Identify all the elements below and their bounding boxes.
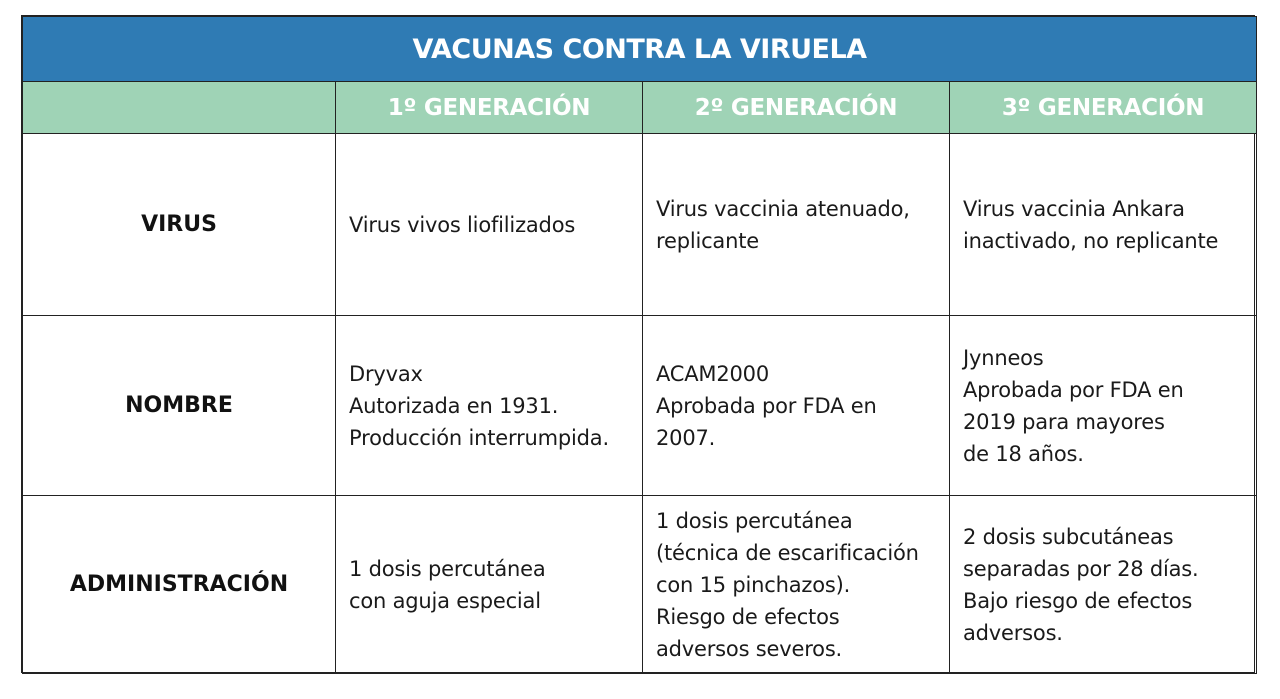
vaccine-table (21, 15, 1255, 673)
cell-administracion-gen3: 2 dosis subcutáneas separadas por 28 días. Bajo riesgo de efectos adversos. (950, 496, 1257, 674)
row-label-nombre: NOMBRE (23, 316, 336, 496)
vaccine-comparison-table (22, 16, 1257, 674)
header-generation-2: 2º GENERACIÓN (643, 82, 950, 134)
row-label-administracion: ADMINISTRACIÓN (23, 496, 336, 674)
cell-virus-gen3: Virus vaccinia Ankara inactivado, no replicante (950, 134, 1257, 316)
header-generation-1: 1º GENERACIÓN (336, 82, 643, 134)
generation-header-row (23, 82, 1257, 134)
cell-nombre-gen2: ACAM2000 Aprobada por FDA en 2007. (643, 316, 950, 496)
cell-nombre-gen1: Dryvax Autorizada en 1931. Producción interrumpida. (336, 316, 643, 496)
table-row-virus (23, 134, 1257, 316)
cell-nombre-gen3: Jynneos Aprobada por FDA en 2019 para mayores de 18 años. (950, 316, 1257, 496)
table-title: VACUNAS CONTRA LA VIRUELA (23, 17, 1257, 82)
cell-administracion-gen1: 1 dosis percutánea con aguja especial (336, 496, 643, 674)
header-generation-3: 3º GENERACIÓN (950, 82, 1257, 134)
cell-administracion-gen2: 1 dosis percutánea (técnica de escarificación con 15 pinchazos). Riesgo de efectos adversos severos. (643, 496, 950, 674)
cell-virus-gen2: Virus vaccinia atenuado, replicante (643, 134, 950, 316)
header-empty-cell (23, 82, 336, 134)
row-label-virus: VIRUS (23, 134, 336, 316)
cell-virus-gen1: Virus vivos liofilizados (336, 134, 643, 316)
table-row-nombre (23, 316, 1257, 496)
title-row (23, 17, 1257, 82)
table-row-administracion (23, 496, 1257, 674)
